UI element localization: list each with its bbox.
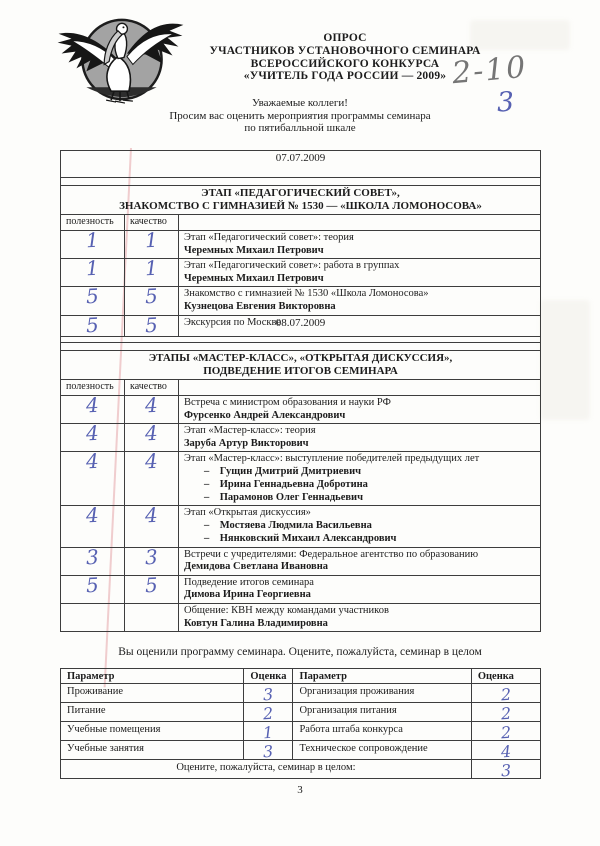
event-title: Знакомство с гимназией № 1530 «Школа Ломоносова» <box>184 288 429 300</box>
score-cell <box>244 741 293 760</box>
instruction-line: по пятибалльной шкале <box>244 122 356 135</box>
title-line: ВСЕРОССИЙСКОГО КОНКУРСА <box>250 57 440 70</box>
quality-cell <box>125 544 179 575</box>
presenter-name: Заруба Артур Викторович <box>184 437 309 449</box>
day2-table <box>60 312 541 632</box>
handwritten-score: 4 <box>85 503 100 528</box>
spacer-row <box>61 343 541 351</box>
presenter-name: Димова Ирина Георгиевна <box>184 589 311 601</box>
presenter-name: Демидова Светлана Ивановна <box>184 561 329 573</box>
param-cell: Организация проживания <box>293 684 471 703</box>
handwritten-score: 2 <box>262 703 275 723</box>
quality-header: качество <box>125 380 179 396</box>
quality-cell <box>125 449 179 506</box>
quality-cell <box>125 503 179 547</box>
table-row <box>61 259 541 287</box>
handwritten-score: 2 <box>500 703 512 723</box>
section-row <box>61 351 541 380</box>
usefulness-header: полезность <box>61 380 125 396</box>
handwritten-number-annotation: 3 <box>496 86 515 119</box>
event-cell <box>179 231 541 259</box>
usefulness-cell <box>61 420 125 452</box>
handwritten-score: 3 <box>144 544 159 569</box>
score-header: Оценка <box>244 669 293 684</box>
overall-table <box>60 668 541 779</box>
instruction-line: Просим вас оценить мероприятия программы семинара <box>169 109 431 122</box>
presenter-name: Фурсенко Андрей Александрович <box>184 409 346 421</box>
param-cell: Работа штаба конкурса <box>293 722 471 741</box>
handwritten-code-annotation: 2-10 <box>450 49 529 92</box>
title-line: ОПРОС <box>323 32 367 44</box>
section-title-line: ЗНАКОМСТВО С ГИМНАЗИЕЙ № 1530 — «ШКОЛА ЛОМОНОСОВА» <box>119 200 482 212</box>
section-title <box>61 186 541 215</box>
table-row <box>61 741 541 760</box>
handwritten-score: 3 <box>262 741 275 761</box>
event-title: Экскурсия по Москве <box>184 316 282 328</box>
event-cell <box>179 575 541 603</box>
event-cell <box>179 287 541 315</box>
handwritten-score: 5 <box>85 572 100 598</box>
table-row <box>61 703 541 722</box>
column-header-row <box>61 215 541 231</box>
handwritten-score: 4 <box>500 741 512 761</box>
greeting-line: Уважаемые коллеги! <box>252 97 348 109</box>
presenter-name: – Нянковский Михаил Александрович <box>204 532 397 544</box>
handwritten-score: 3 <box>500 760 512 780</box>
usefulness-cell <box>61 392 125 424</box>
date-label: 07.07.2009 <box>61 151 541 178</box>
event-title: Этап «Открытая дискуссия» <box>184 507 311 519</box>
handwritten-score: 1 <box>262 722 275 742</box>
column-header-row <box>61 669 541 684</box>
presenter-name: – Гущин Дмитрий Дмитриевич <box>204 465 362 477</box>
event-title: Этап «Мастер-класс»: теория <box>184 425 316 437</box>
quality-cell <box>125 255 179 287</box>
page-number: 3 <box>297 784 303 796</box>
handwritten-score: 1 <box>144 227 159 253</box>
handwritten-score: 1 <box>144 255 159 281</box>
presenter-name: Черемных Михаил Петрович <box>184 272 324 284</box>
score-cell <box>471 760 540 779</box>
table-row <box>61 506 541 547</box>
event-cell <box>179 603 541 631</box>
quality-cell <box>125 392 179 424</box>
event-header <box>179 380 541 396</box>
presenter-name: Черемных Михаил Петрович <box>184 244 324 256</box>
handwritten-score: 5 <box>144 284 159 309</box>
handwritten-score: 2 <box>500 722 512 742</box>
usefulness-cell <box>61 572 125 603</box>
scan-smudge <box>540 300 590 420</box>
handwritten-score: 1 <box>85 227 100 253</box>
handwritten-score: 4 <box>144 392 159 418</box>
handwritten-score: 5 <box>144 312 159 337</box>
score-header: Оценка <box>471 669 540 684</box>
presenter-name: Кузнецова Евгения Викторовна <box>184 300 336 312</box>
usefulness-cell <box>61 255 125 287</box>
param-cell: Учебные занятия <box>61 741 244 760</box>
section-row <box>61 186 541 215</box>
event-title: Встречи с учредителями: Федеральное агентство по образованию <box>184 548 479 560</box>
title-line: «УЧИТЕЛЬ ГОДА РОССИИ — 2009» <box>243 70 447 83</box>
quality-cell <box>125 603 179 631</box>
table-row <box>61 547 541 575</box>
section-title-line: ПОДВЕДЕНИЕ ИТОГОВ СЕМИНАРА <box>203 365 398 377</box>
score-cell <box>471 703 540 722</box>
score-cell <box>244 703 293 722</box>
param-cell: Питание <box>61 703 244 722</box>
presenter-name: – Ирина Геннадьевна Добротина <box>204 478 368 490</box>
event-cell <box>179 506 541 547</box>
param-header: Параметр <box>293 669 471 684</box>
section-title-line: ЭТАПЫ «МАСТЕР-КЛАСС», «ОТКРЫТАЯ ДИСКУССИЯ», <box>148 352 453 364</box>
table-row <box>61 231 541 259</box>
handwritten-score: 5 <box>85 284 100 309</box>
param-cell: Техническое сопровождение <box>293 741 471 760</box>
table-row <box>61 684 541 703</box>
date-label: 08.07.2009 <box>61 316 541 343</box>
handwritten-score: 5 <box>85 312 100 337</box>
event-header <box>179 215 541 231</box>
quality-cell <box>125 572 179 603</box>
event-cell <box>179 396 541 424</box>
usefulness-cell <box>61 503 125 547</box>
handwritten-score: 4 <box>144 420 159 446</box>
handwritten-score: 4 <box>144 449 159 474</box>
handwritten-score: 3 <box>262 684 275 704</box>
usefulness-cell <box>61 284 125 315</box>
event-cell <box>179 452 541 506</box>
table-row <box>61 396 541 424</box>
score-cell <box>244 684 293 703</box>
event-cell <box>179 424 541 452</box>
day1-table <box>60 150 541 337</box>
title-line: УЧАСТНИКОВ УСТАНОВОЧНОГО СЕМИНАРА <box>209 44 481 57</box>
event-cell <box>179 259 541 287</box>
score-cell <box>471 722 540 741</box>
usefulness-header: полезность <box>61 215 125 231</box>
event-cell <box>179 547 541 575</box>
spacer-row <box>61 178 541 186</box>
section-title <box>61 351 541 380</box>
handwritten-score: 4 <box>85 420 100 446</box>
quality-cell <box>125 227 179 259</box>
param-cell: Организация питания <box>293 703 471 722</box>
handwritten-score: 4 <box>85 449 100 474</box>
quality-header: качество <box>125 215 179 231</box>
quality-cell <box>125 420 179 452</box>
presenter-name: – Парамонов Олег Геннадьевич <box>204 491 364 503</box>
presenter-name: Ковтун Галина Владимировна <box>184 617 328 629</box>
date-row <box>61 316 541 343</box>
column-header-row <box>61 380 541 396</box>
presenter-name: – Мостяева Людмила Васильевна <box>204 519 372 531</box>
overall-intro-text: Вы оценили программу семинара. Оцените, пожалуйста, семинар в целом <box>118 646 482 658</box>
event-title: Подведение итогов семинара <box>184 576 314 588</box>
greeting-block <box>0 97 600 135</box>
handwritten-score: 4 <box>144 503 159 528</box>
score-cell <box>471 741 540 760</box>
table-row <box>61 424 541 452</box>
score-cell <box>471 684 540 703</box>
event-title: Этап «Педагогический совет»: теория <box>184 232 354 243</box>
handwritten-score: 4 <box>85 392 100 418</box>
table-row <box>61 603 541 631</box>
handwritten-score: 5 <box>144 572 159 598</box>
table-row <box>61 287 541 315</box>
table-row <box>61 452 541 506</box>
usefulness-cell <box>61 449 125 506</box>
handwritten-score: 3 <box>85 544 100 569</box>
event-title: Этап «Педагогический совет»: работа в группах <box>184 260 400 272</box>
total-label: Оцените, пожалуйста, семинар в целом: <box>61 760 472 779</box>
date-row <box>61 151 541 178</box>
param-header: Параметр <box>61 669 244 684</box>
spacer <box>61 178 541 186</box>
event-title: Этап «Мастер-класс»: выступление победителей предыдущих лет <box>184 453 480 465</box>
usefulness-cell <box>61 544 125 575</box>
param-cell: Проживание <box>61 684 244 703</box>
score-cell <box>244 722 293 741</box>
event-title: Встреча с министром образования и науки РФ <box>184 397 391 408</box>
total-row <box>61 760 541 779</box>
table-row <box>61 575 541 603</box>
quality-cell <box>125 284 179 315</box>
spacer <box>61 343 541 351</box>
event-title: Общение: КВН между командами участников <box>184 604 389 616</box>
section-title-line: ЭТАП «ПЕДАГОГИЧЕСКИЙ СОВЕТ», <box>201 187 400 199</box>
usefulness-cell <box>61 603 125 631</box>
usefulness-cell <box>61 227 125 259</box>
handwritten-score: 1 <box>85 255 100 281</box>
param-cell: Учебные помещения <box>61 722 244 741</box>
handwritten-score: 2 <box>500 684 512 704</box>
table-row <box>61 722 541 741</box>
